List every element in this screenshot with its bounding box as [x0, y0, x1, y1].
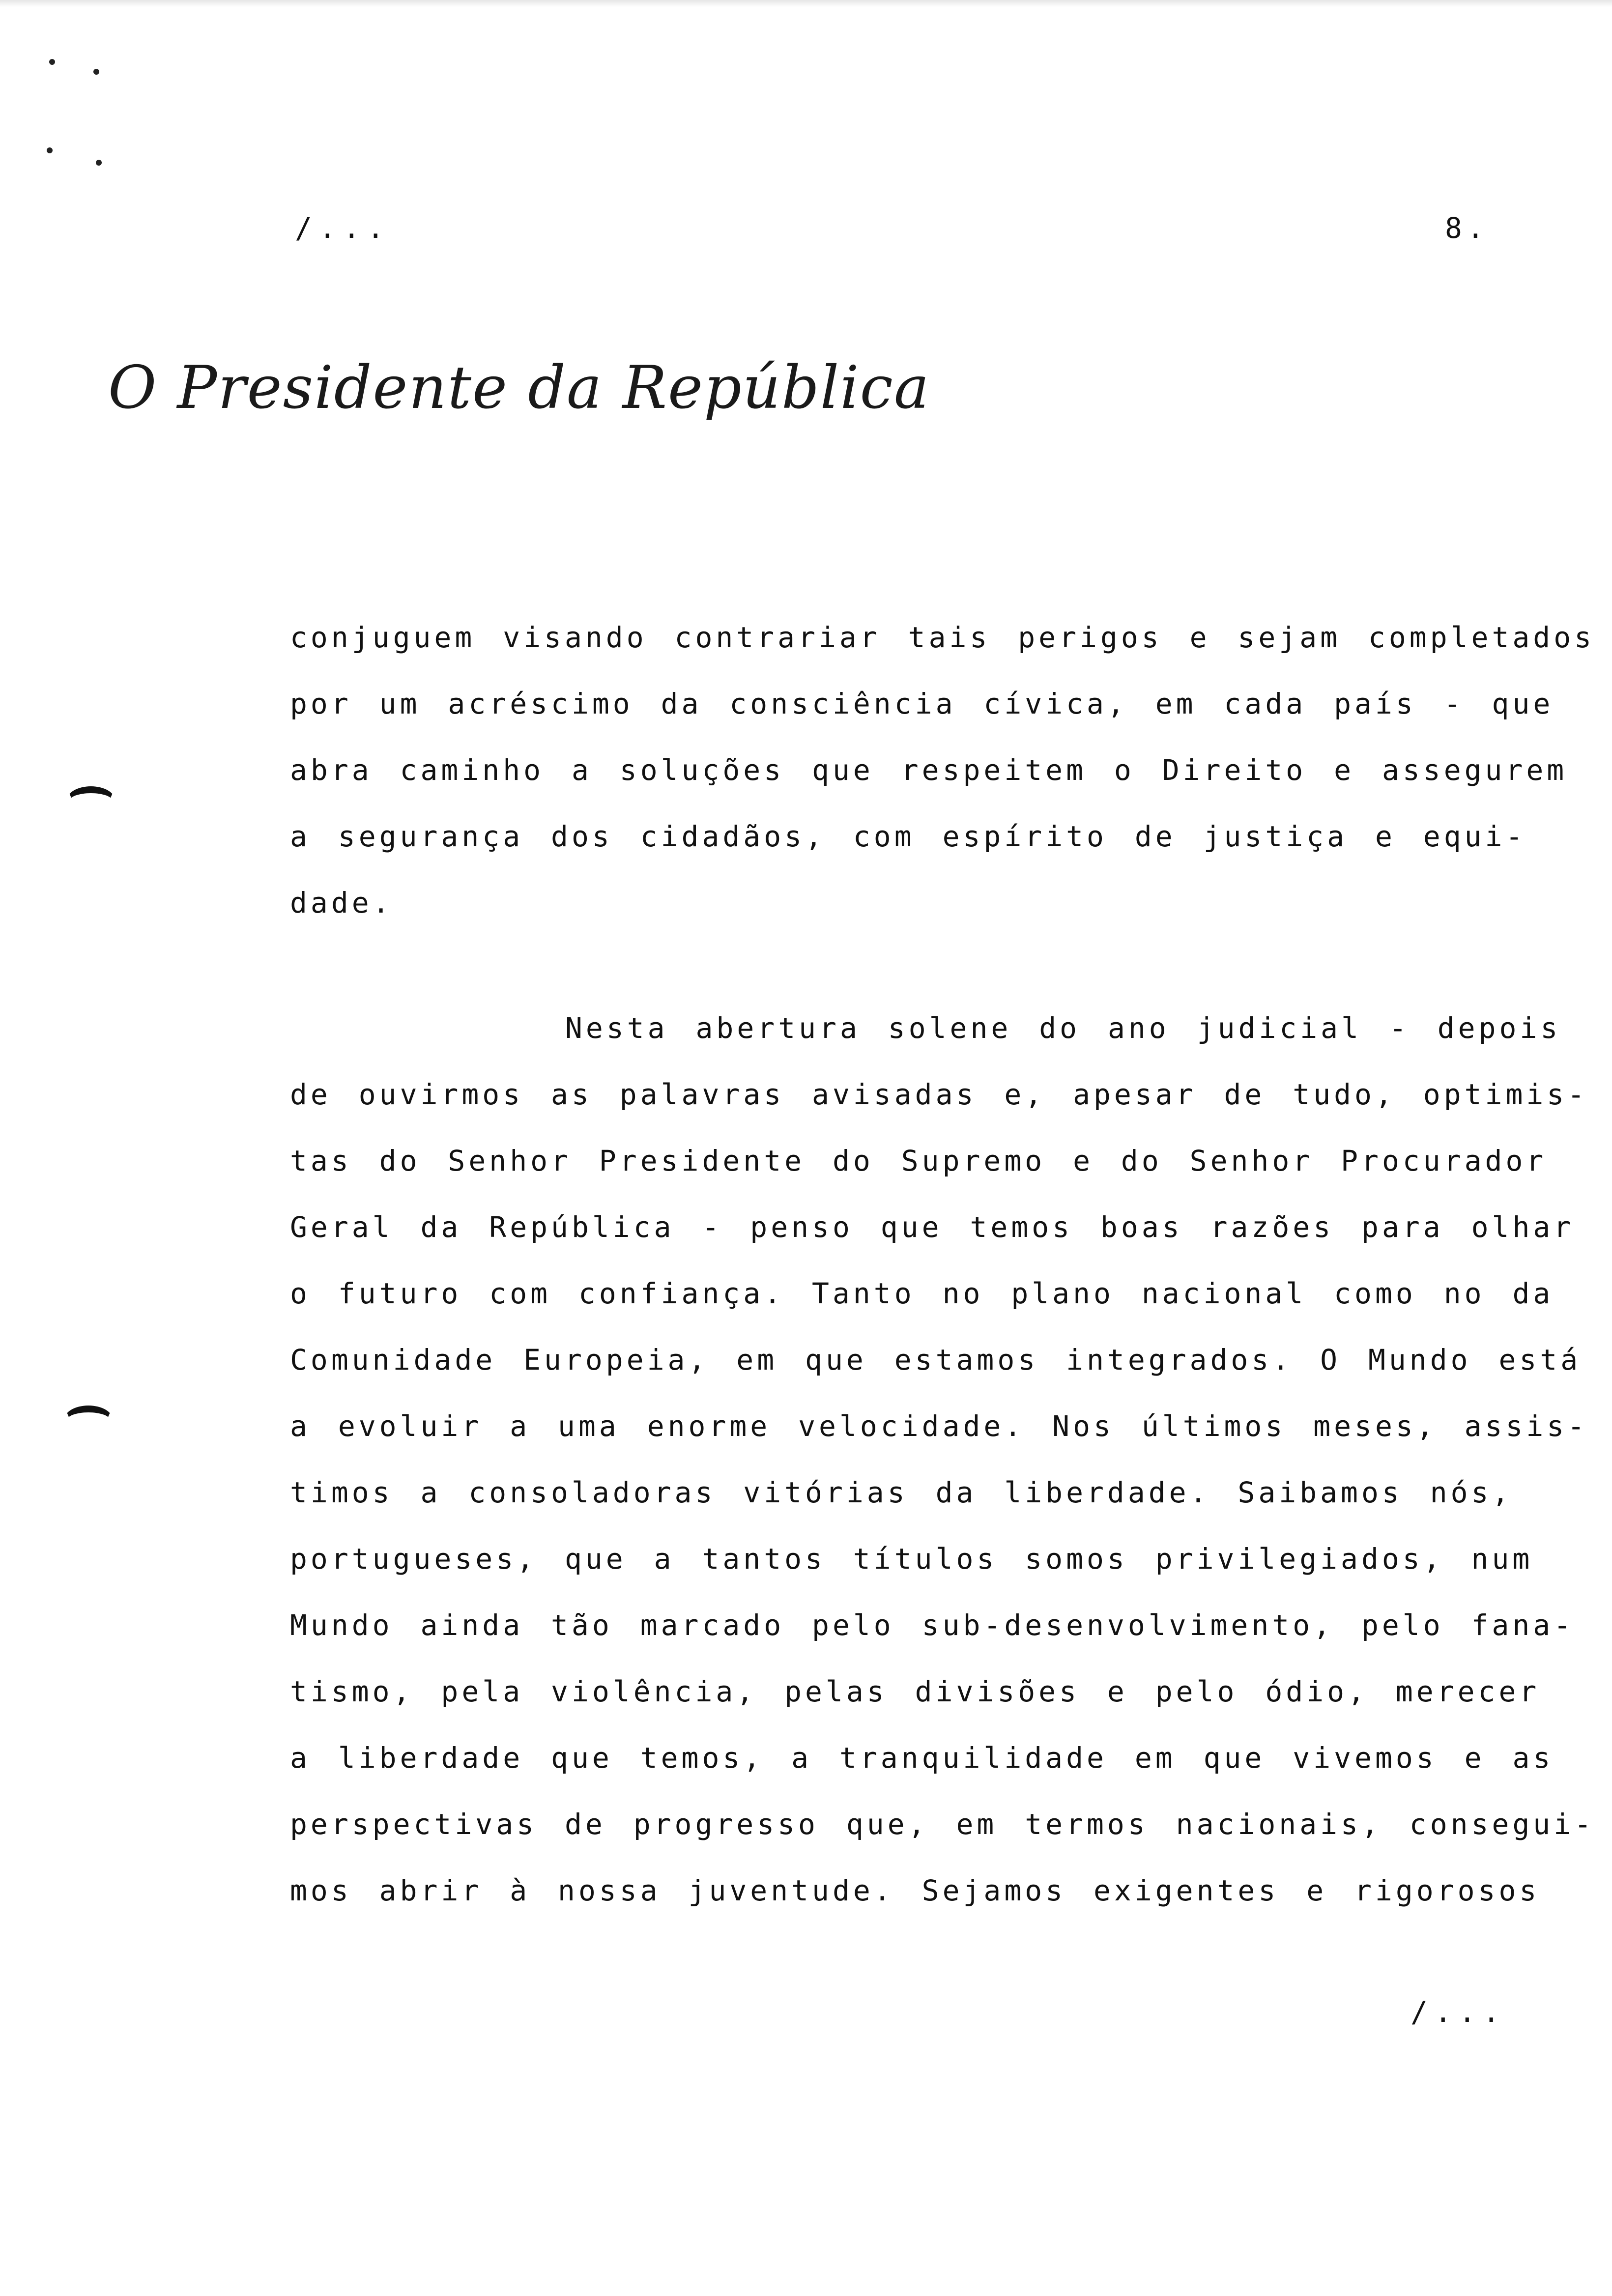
margin-speck: [93, 69, 99, 75]
text-line: Nesta abertura solene do ano judicial - depois: [565, 1011, 1561, 1045]
text-line: por um acréscimo da consciência cívica, em cada país - que: [290, 687, 1554, 720]
text-line: Geral da República - penso que temos boas razões para olhar: [290, 1210, 1575, 1244]
text-line: a segurança dos cidadãos, com espírito de justiça e equi-: [290, 820, 1526, 853]
punch-hole-mark-icon: [66, 786, 115, 816]
punch-hole-mark-icon: [64, 1406, 113, 1435]
bottom-continuation-mark: /...: [1410, 1995, 1507, 2029]
margin-speck: [47, 147, 53, 153]
text-line: abra caminho a soluções que respeitem o Direito e assegurem: [290, 753, 1568, 787]
paragraph-1: [290, 604, 1595, 936]
text-line: Comunidade Europeia, em que estamos integrados. O Mundo está: [290, 1343, 1582, 1377]
text-line: a liberdade que temos, a tranquilidade em que vivemos e as: [290, 1741, 1554, 1775]
text-line: mos abrir à nossa juventude. Sejamos exigentes e rigorosos: [290, 1874, 1540, 1907]
paragraph-2: [290, 995, 1595, 1924]
text-line: o futuro com confiança. Tanto no plano nacional como no da: [290, 1277, 1554, 1310]
text-line: de ouvirmos as palavras avisadas e, apesar de tudo, optimis-: [290, 1078, 1588, 1111]
margin-speck: [96, 160, 102, 166]
text-line: tismo, pela violência, pelas divisões e pelo ódio, merecer: [290, 1675, 1540, 1708]
text-line: perspectivas de progresso que, em termos nacionais, consegui-: [290, 1808, 1595, 1841]
scan-edge: [0, 0, 1612, 7]
page-number: 8.: [1445, 211, 1489, 245]
text-line: tas do Senhor Presidente do Supremo e do Senhor Procurador: [290, 1144, 1547, 1177]
text-line: dade.: [290, 886, 393, 919]
text-line: a evoluir a uma enorme velocidade. Nos últimos meses, assis-: [290, 1409, 1588, 1443]
text-line: portugueses, que a tantos títulos somos privilegiados, num: [290, 1542, 1533, 1576]
text-line: timos a consoladoras vitórias da liberdade. Saibamos nós,: [290, 1476, 1513, 1509]
text-line: Mundo ainda tão marcado pelo sub-desenvolvimento, pelo fana-: [290, 1608, 1575, 1642]
margin-speck: [49, 59, 55, 65]
top-continuation-mark: /...: [295, 211, 391, 245]
text-line: conjuguem visando contrariar tais perigos e sejam completados: [290, 621, 1595, 654]
letterhead-title: O Presidente da República: [108, 354, 930, 422]
